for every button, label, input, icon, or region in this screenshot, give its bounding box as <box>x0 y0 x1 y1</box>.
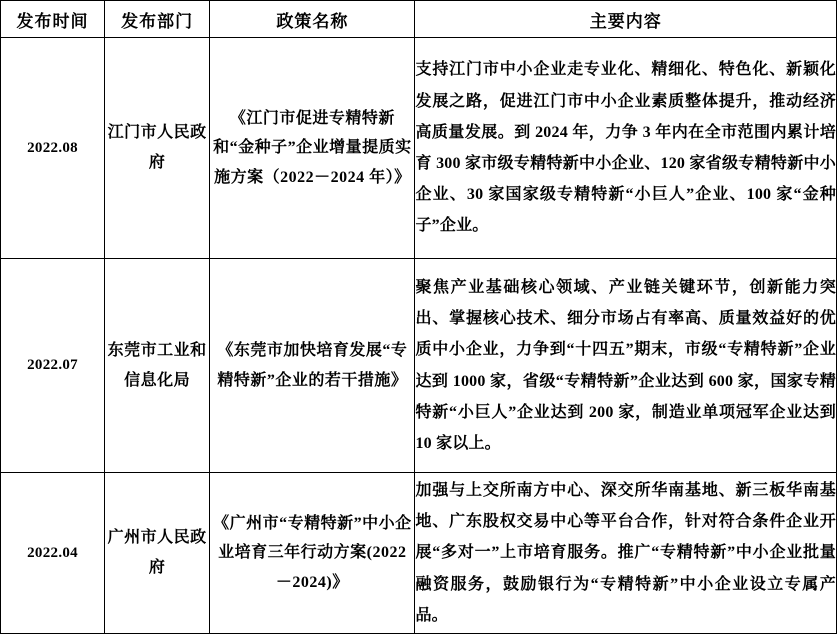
table-row <box>1 259 837 473</box>
table-row <box>1 473 837 634</box>
table-row <box>1 38 837 259</box>
table-header <box>1 1 837 38</box>
cell-department: 江门市人民政府 <box>105 38 210 259</box>
cell-date: 2022.04 <box>1 473 105 634</box>
cell-policy-name: 《广州市“专精特新”中小企业培育三年行动方案(2022－2024)》 <box>210 473 415 634</box>
cell-date: 2022.07 <box>1 259 105 473</box>
table-header-row <box>1 1 837 38</box>
cell-date: 2022.08 <box>1 38 105 259</box>
cell-policy-name: 《江门市促进专精特新和“金种子”企业增量提质实施方案（2022－2024 年）》 <box>210 38 415 259</box>
column-header-content: 主要内容 <box>415 1 837 38</box>
cell-content: 支持江门市中小企业走专业化、精细化、特色化、新颖化发展之路，促进江门市中小企业素质整体提升，推动经济高质量发展。到 2024 年，力争 3 年内在全市范围内累计培育 300 家市级专精特新中小企业、120 家省级专精特新中小企业、30 家国家级专精特新“小巨人”企业、100 家“金种子”企业。 <box>415 38 837 259</box>
cell-department: 广州市人民政府 <box>105 473 210 634</box>
cell-policy-name: 《东莞市加快培育发展“专精特新”企业的若干措施》 <box>210 259 415 473</box>
column-header-policy-name: 政策名称 <box>210 1 415 38</box>
column-header-date: 发布时间 <box>1 1 105 38</box>
table-body <box>1 38 837 634</box>
cell-content: 加强与上交所南方中心、深交所华南基地、新三板华南基地、广东股权交易中心等平台合作，针对符合条件企业开展“多对一”上市培育服务。推广“专精特新”中小企业批量融资服务，鼓励银行为“专精特新”中小企业设立专属产品。 <box>415 473 837 634</box>
column-header-department: 发布部门 <box>105 1 210 38</box>
cell-department: 东莞市工业和信息化局 <box>105 259 210 473</box>
cell-content: 聚焦产业基础核心领域、产业链关键环节，创新能力突出、掌握核心技术、细分市场占有率高、质量效益好的优质中小企业，力争到“十四五”期末，市级“专精特新”企业达到 1000 家，省级“专精特新”企业达到 600 家，国家专精特新“小巨人”企业达到 200 家，制造业单项冠军企业达到 10 家以上。 <box>415 259 837 473</box>
